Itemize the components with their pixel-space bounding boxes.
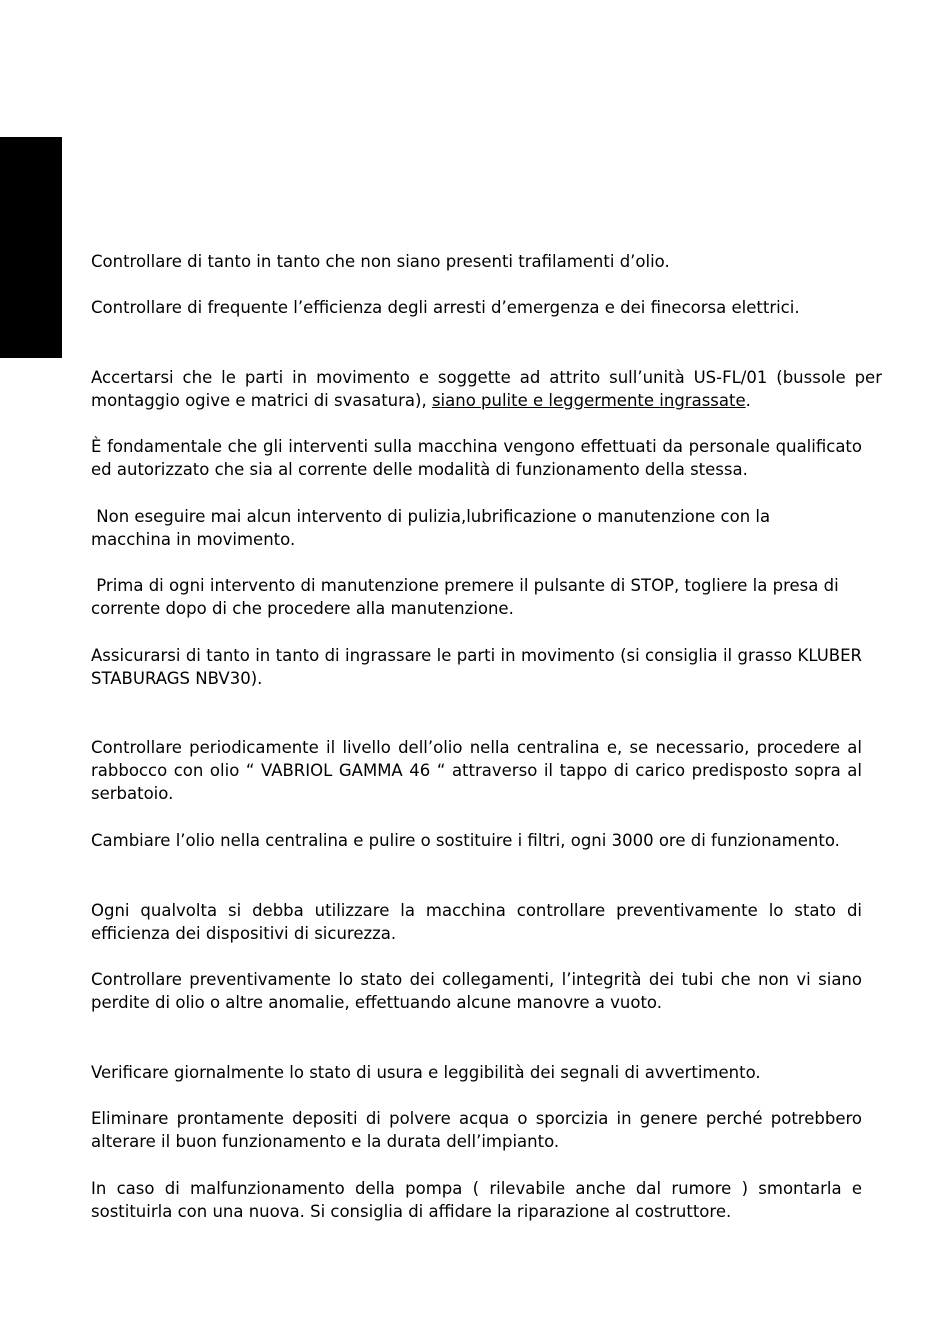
- moving-parts-text: Accertarsi che le parti in movimento e soggette ad attrito sull’unità US-FL/01 (bussole per montaggio ogive e matrici di svasatura),: [91, 368, 882, 410]
- moving-parts-tail: .: [745, 391, 751, 410]
- paragraph-stop-before-maintenance: Prima di ogni intervento di manutenzione premere il pulsante di STOP, togliere la presa di corrente dopo di che procedere alla manutenzione.: [91, 576, 844, 618]
- paragraph-no-intervention-moving: Non eseguire mai alcun intervento di pulizia,lubrificazione o manutenzione con la macchina in movimento.: [91, 507, 776, 549]
- paragraph-greasing: Assicurarsi di tanto in tanto di ingrassare le parti in movimento (si consiglia il grasso KLUBER STABURAGS NBV30).: [91, 646, 862, 688]
- paragraph-oil-leaks: Controllare di tanto in tanto che non siano presenti trafilamenti d’olio.: [91, 252, 670, 271]
- paragraph-oil-level: Controllare periodicamente il livello dell’olio nella centralina e, se necessario, procedere al rabbocco con olio “ VABRIOL GAMMA 46 “ attraverso il tappo di carico predisposto sopra al serbatoio.: [91, 738, 862, 803]
- paragraph-emergency-stops: Controllare di frequente l’efficienza degli arresti d’emergenza e dei finecorsa elettrici.: [91, 298, 800, 317]
- paragraph-qualified-personnel: È fondamentale che gli interventi sulla macchina vengono effettuati da personale qualificato ed autorizzato che sia al corrente delle modalità di funzionamento della stessa.: [91, 437, 862, 479]
- moving-parts-underlined: siano pulite e leggermente ingrassate: [431, 391, 746, 410]
- paragraph-safety-devices: Ogni qualvolta si debba utilizzare la macchina controllare preventivamente lo stato di efficienza dei dispositivi di sicurezza.: [91, 901, 862, 943]
- paragraph-dust-removal: Eliminare prontamente depositi di polvere acqua o sporcizia in genere perché potrebbero alterare il buon funzionamento e la durata dell’impianto.: [91, 1109, 862, 1151]
- paragraph-connections-check: Controllare preventivamente lo stato dei collegamenti, l’integrità dei tubi che non vi siano perdite di olio o altre anomalie, effettuando alcune manovre a vuoto.: [91, 970, 862, 1012]
- paragraph-oil-change: Cambiare l’olio nella centralina e pulire o sostituire i filtri, ogni 3000 ore di funzionamento.: [91, 831, 840, 850]
- paragraph-pump-malfunction: In caso di malfunzionamento della pompa ( rilevabile anche dal rumore ) smontarla e sostituirla con una nuova. Si consiglia di affidare la riparazione al costruttore.: [91, 1179, 862, 1221]
- paragraph-moving-parts: [91, 366, 882, 412]
- paragraph-warning-signs: Verificare giornalmente lo stato di usura e leggibilità dei segnali di avvertimento.: [91, 1063, 761, 1082]
- side-tab-marker: [0, 137, 62, 358]
